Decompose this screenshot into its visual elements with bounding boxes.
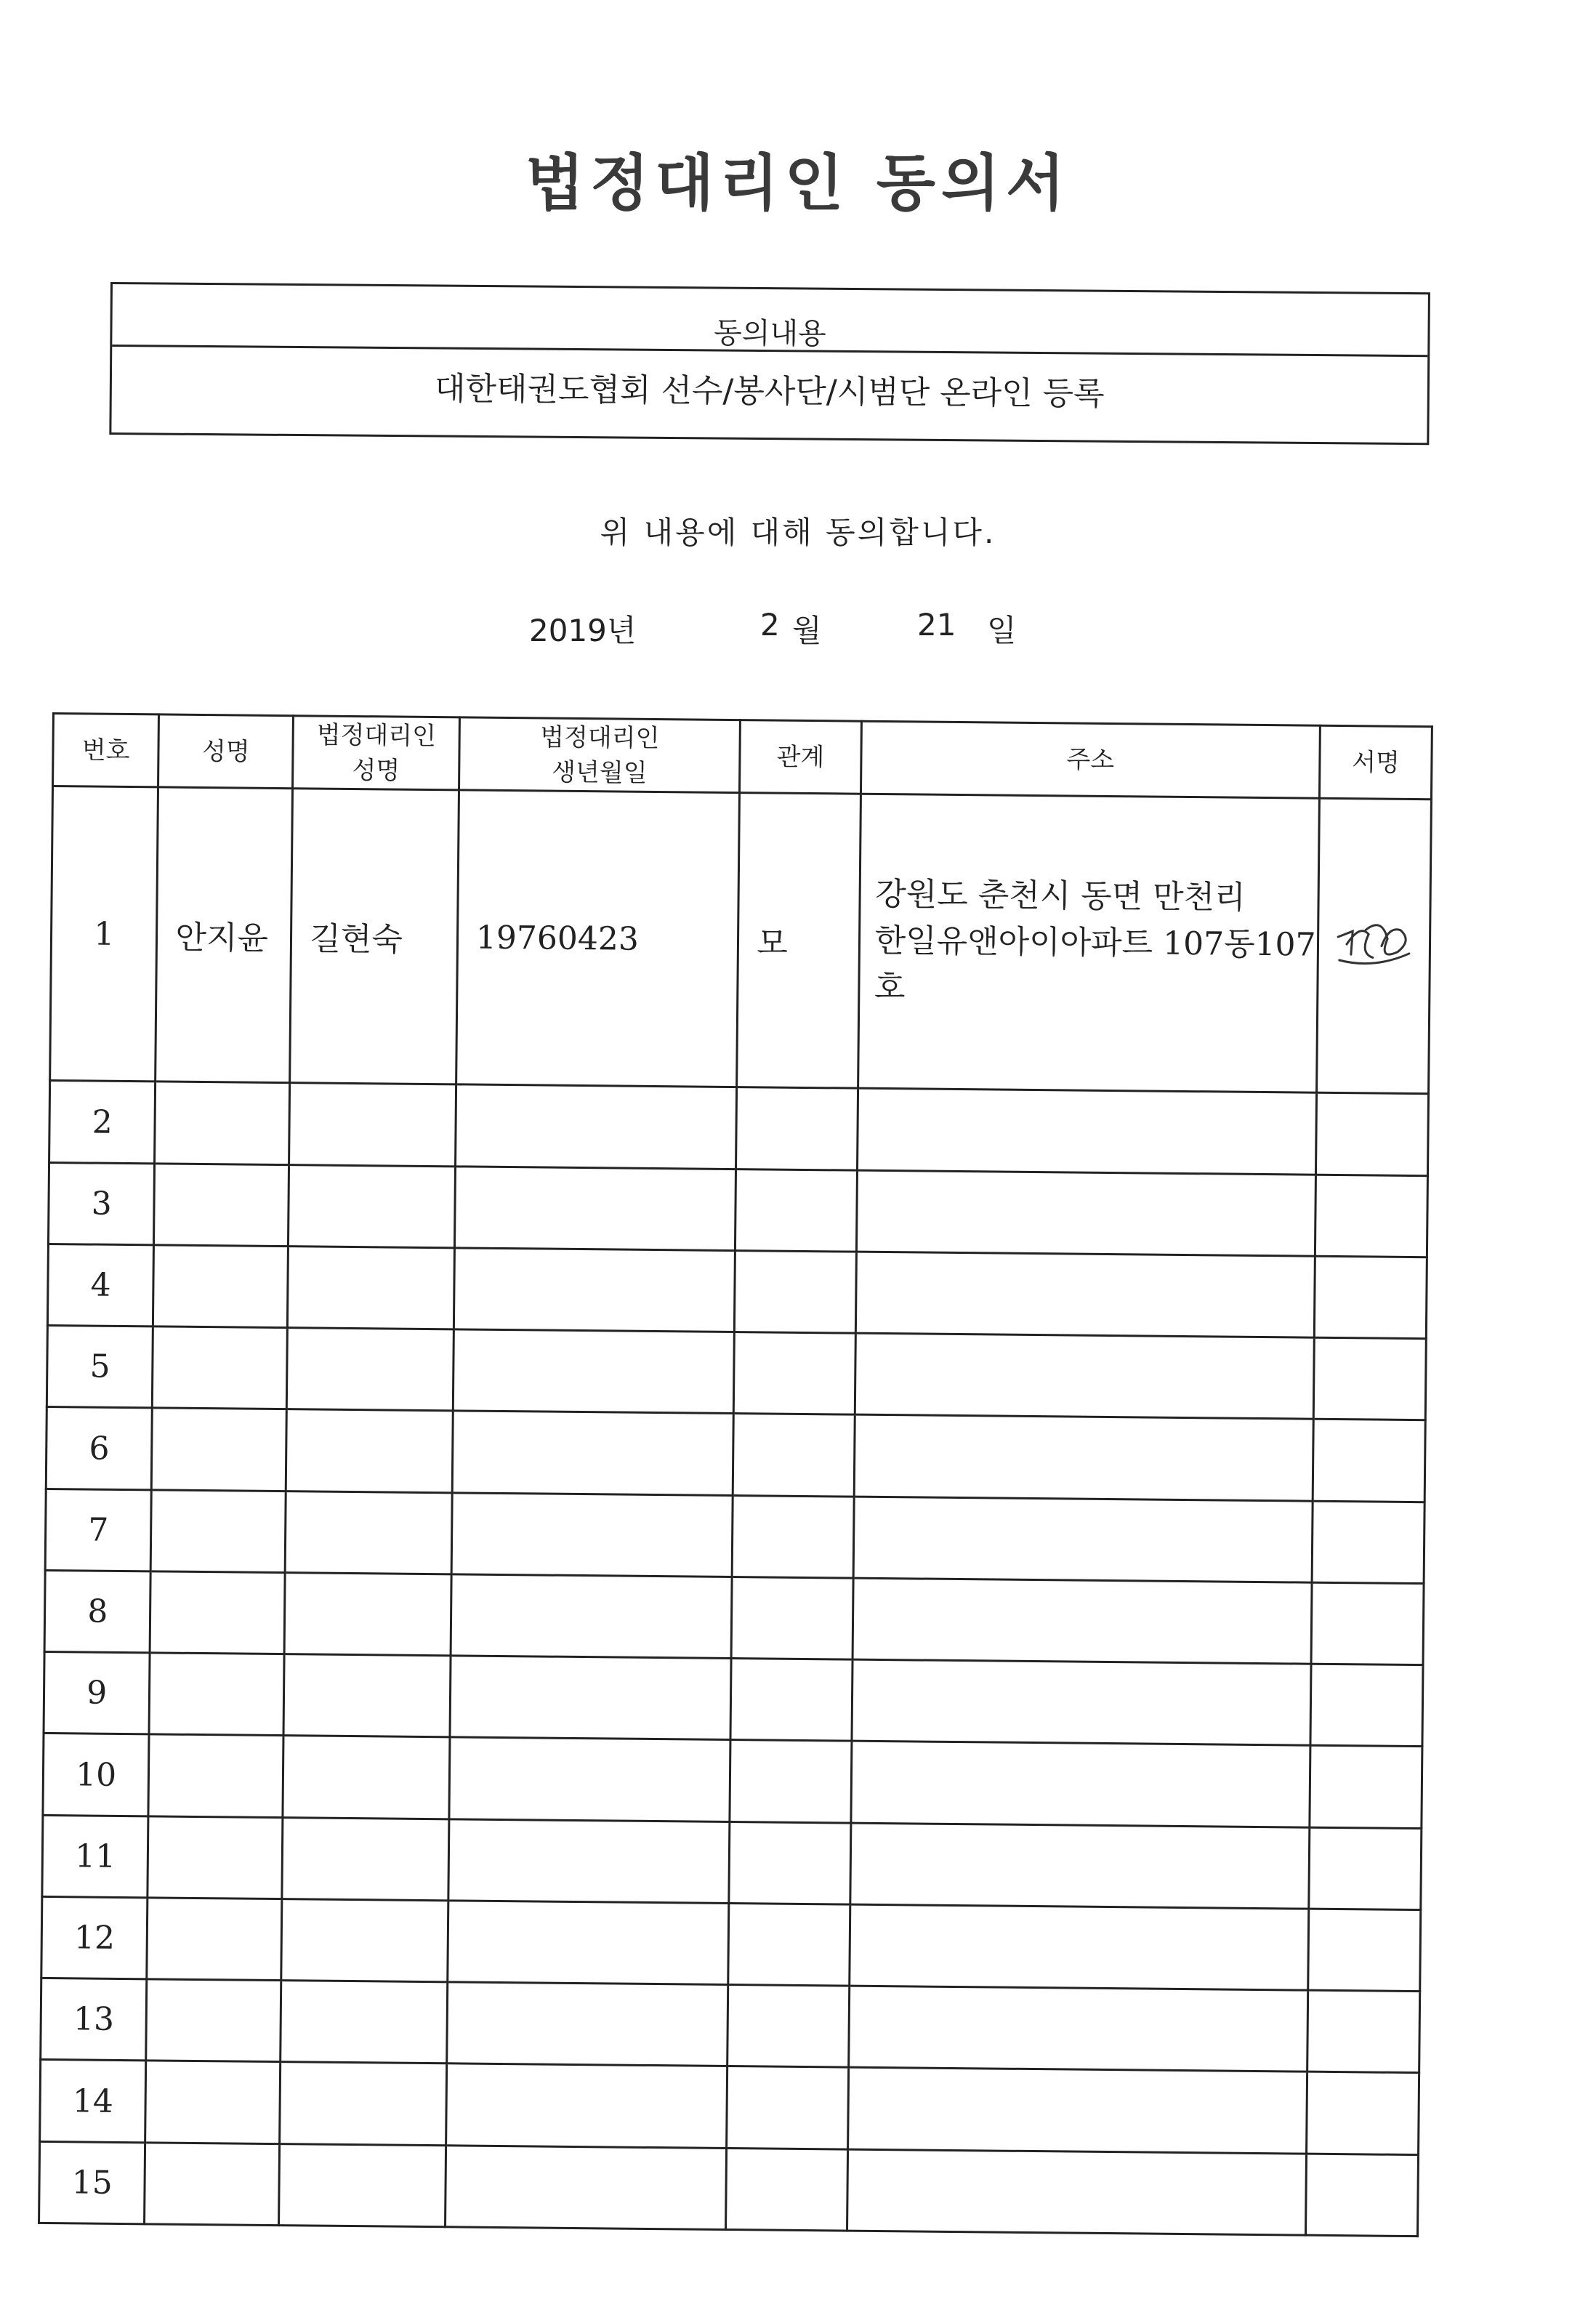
col-header-guardian-birth [459,717,740,793]
cell-no: 1 [50,786,158,1082]
table-row [46,1407,1425,1502]
cell-relation: 모 [737,793,861,1089]
cell-no: 14 [40,2060,147,2143]
cell-no: 4 [47,1244,154,1326]
cell-no: 13 [41,1978,148,2061]
col-header-guardian-name-line1: 법정대리인 [316,720,437,751]
table-row [39,2141,1419,2237]
cell-guardian-name: 길현숙 [290,789,459,1085]
cell-no: 9 [44,1652,150,1735]
agree-statement: 위 내용에 대해 동의합니다. [600,515,996,550]
cell-no: 11 [42,1815,149,1898]
cell-no: 10 [43,1734,150,1816]
page-title: 법정대리인 동의서 [525,148,1071,219]
col-header-guardian-birth-line2: 생년월일 [551,757,648,788]
handwritten-signature [1330,909,1418,975]
cell-no: 3 [48,1162,155,1245]
table-row [40,2060,1419,2154]
table-row [41,1978,1420,2073]
cell-no: 7 [45,1489,152,1571]
date-day-unit: 일 [987,613,1017,648]
cell-no: 2 [49,1081,156,1164]
date-year: 2019년 [529,613,637,648]
cell-no: 12 [41,1896,148,1979]
col-header-guardian-name [293,716,459,790]
consent-body: 대한태권도협회 선수/봉사단/시범단 온라인 등록 [434,370,1105,413]
col-header-relation: 관계 [740,720,861,794]
table-row [43,1734,1422,1828]
address-line2: 한일유앤아이아파트 107동107호 [874,922,1316,1007]
cell-signature [1317,798,1432,1094]
cell-address [858,794,1320,1092]
col-header-address: 주소 [861,721,1321,798]
cell-guardian-birth: 19760423 [456,790,739,1087]
date-day: 21 [917,607,956,643]
col-header-no: 번호 [53,714,159,787]
consent-header: 동의내용 [112,310,1427,357]
cell-no: 15 [39,2141,146,2224]
col-header-guardian-birth-line1: 법정대리인 [540,722,660,753]
table-row [49,1081,1429,1175]
cell-no: 6 [46,1407,153,1490]
date-month: 2 [760,607,780,643]
table-row [47,1244,1427,1338]
date-month-unit: 월 [792,613,822,648]
table-row [41,1896,1421,1991]
table-row [47,1326,1426,1420]
cell-no: 5 [47,1326,153,1409]
table-row [48,1162,1427,1257]
table-row [44,1652,1423,1747]
table-row [45,1489,1424,1583]
consent-box [109,282,1430,445]
table-row [44,1570,1424,1664]
cell-name: 안지윤 [156,787,293,1083]
col-header-name: 성명 [158,714,294,789]
address-line1: 강원도 춘천시 동면 만천리 [874,876,1246,917]
col-header-guardian-name-line2: 성명 [352,755,400,786]
cell-no: 8 [44,1570,151,1653]
table-row [42,1815,1422,1909]
table-row [50,786,1432,1095]
registration-table [38,712,1433,2237]
col-header-signature: 서명 [1320,725,1432,799]
